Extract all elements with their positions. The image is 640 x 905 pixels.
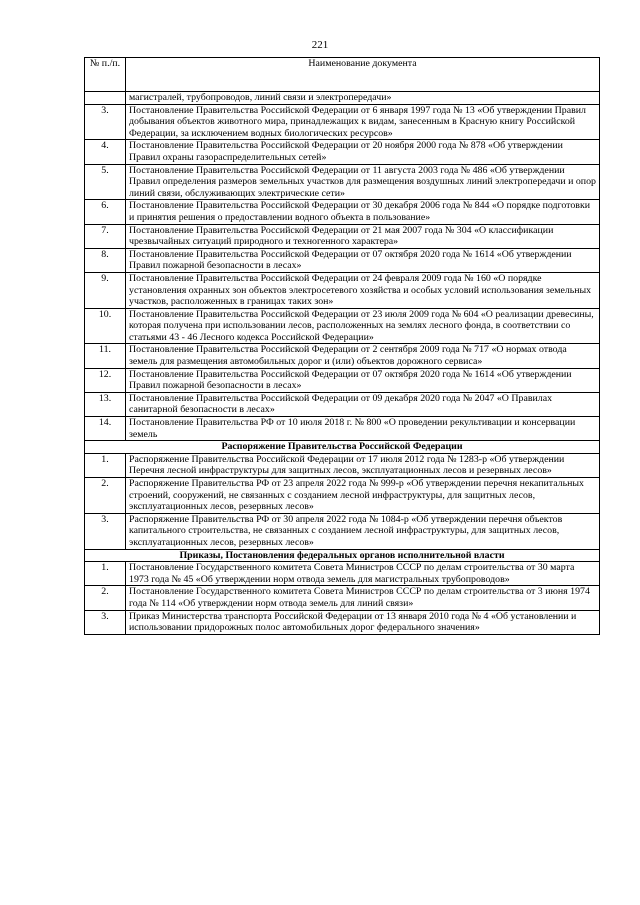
page-number: 221 — [311, 39, 329, 51]
row-text: Постановление Правительства Российской Федерации от 21 мая 2007 года № 304 «О классификации чрезвычайных ситуаций природного и техногенного характера» — [126, 224, 600, 248]
row-number: 8. — [85, 248, 126, 272]
table-row — [85, 344, 600, 368]
row-number: 10. — [85, 308, 126, 344]
row-text: Постановление Правительства Российской Федерации от 6 января 1997 года № 13 «Об утверждении Правил добывания объектов животного мира, принадлежащих к видам, занесенным в Красную книгу Российской Федерации, за исключением водных биологических ресурсов» — [126, 104, 600, 140]
section-title: Распоряжение Правительства Российской Федерации — [85, 441, 600, 454]
row-number: 12. — [85, 368, 126, 392]
row-text: Постановление Государственного комитета Совета Министров СССР по делам строительства от 30 марта 1973 года № 45 «Об утверждении норм отвода земель для магистральных трубопроводов» — [126, 562, 600, 586]
table-row — [85, 140, 600, 164]
row-text: Приказ Министерства транспорта Российской Федерации от 13 января 2010 года № 4 «Об установлении и использовании придорожных полос автомобильных дорог федерального значения» — [126, 610, 600, 634]
row-text: Постановление Правительства Российской Федерации от 07 октября 2020 года № 1614 «Об утверждении Правил пожарной безопасности в лесах» — [126, 368, 600, 392]
row-text: Распоряжение Правительства РФ от 23 апреля 2022 года № 999-р «Об утверждении перечня некапитальных строений, сооружений, не связанных с созданием лесной инфраструктуры, для защитных лесов, эксплуатационных лесов, резервных лесов» — [126, 478, 600, 514]
row-text: Распоряжение Правительства Российской Федерации от 17 июля 2012 года № 1283-р «Об утверждении Перечня лесной инфраструктуры для защитных лесов, эксплуатационных лесов и резервных лесов» — [126, 453, 600, 477]
row-text: Постановление Правительства Российской Федерации от 11 августа 2003 года № 486 «Об утверждении Правил определения размеров земельных участков для размещения воздушных линий электропередачи и опор линий связи, обслуживающих электрические сети» — [126, 164, 600, 200]
table-row — [85, 586, 600, 610]
row-number: 9. — [85, 272, 126, 308]
table-row — [85, 392, 600, 416]
row-number: 6. — [85, 200, 126, 224]
table-row — [85, 308, 600, 344]
table-row — [85, 248, 600, 272]
table-row — [85, 453, 600, 477]
section-header-row — [85, 549, 600, 562]
section-header-row — [85, 441, 600, 454]
documents-table — [84, 57, 600, 635]
row-text: Постановление Правительства Российской Федерации от 20 ноября 2000 года № 878 «Об утверждении Правил охраны газораспределительных сетей» — [126, 140, 600, 164]
row-number: 1. — [85, 562, 126, 586]
row-text: Постановление Правительства Российской Федерации от 24 февраля 2009 года № 160 «О порядке установления охранных зон объектов электросетевого хозяйства и особых условий использования земельных участков, расположенных в границах таких зон» — [126, 272, 600, 308]
row-number: 2. — [85, 478, 126, 514]
row-number: 11. — [85, 344, 126, 368]
table-body — [85, 92, 600, 635]
continuation-row — [85, 92, 600, 105]
row-text: Постановление Правительства РФ от 10 июля 2018 г. № 800 «О проведении рекультивации и консервации земель — [126, 417, 600, 441]
row-text: Постановление Правительства Российской Федерации от 07 октября 2020 года № 1614 «Об утверждении Правил пожарной безопасности в лесах» — [126, 248, 600, 272]
row-number: 3. — [85, 104, 126, 140]
table-row — [85, 272, 600, 308]
section-title: Приказы, Постановления федеральных органов исполнительной власти — [85, 549, 600, 562]
table-row — [85, 417, 600, 441]
row-number: 3. — [85, 610, 126, 634]
table-row — [85, 513, 600, 549]
row-number: 14. — [85, 417, 126, 441]
header-document-title: Наименование документа — [126, 58, 600, 92]
row-text: магистралей, трубопроводов, линий связи и электропередачи» — [126, 92, 600, 105]
table-row — [85, 610, 600, 634]
table-row — [85, 104, 600, 140]
header-number: № п./п. — [85, 58, 126, 92]
row-text: Постановление Правительства Российской Федерации от 2 сентября 2009 года № 717 «О нормах отвода земель для размещения автомобильных дорог и (или) объектов дорожного сервиса» — [126, 344, 600, 368]
table-header-row — [85, 58, 600, 92]
row-number: 13. — [85, 392, 126, 416]
row-text: Постановление Государственного комитета Совета Министров СССР по делам строительства от 3 июня 1974 года № 114 «Об утверждении норм отвода земель для линий связи» — [126, 586, 600, 610]
table-row — [85, 200, 600, 224]
table-row — [85, 478, 600, 514]
table-row — [85, 224, 600, 248]
row-text: Постановление Правительства Российской Федерации от 09 декабря 2020 года № 2047 «О Правилах санитарной безопасности в лесах» — [126, 392, 600, 416]
row-number: 4. — [85, 140, 126, 164]
table-row — [85, 164, 600, 200]
row-number: 3. — [85, 513, 126, 549]
row-number: 7. — [85, 224, 126, 248]
table-row — [85, 562, 600, 586]
row-text: Распоряжение Правительства РФ от 30 апреля 2022 года № 1084-р «Об утверждении перечня объектов капитального строительства, не связанных с созданием лесной инфраструктуры, для защитных лесов, эксплуатационных лесов, резервных лесов» — [126, 513, 600, 549]
row-number: 2. — [85, 586, 126, 610]
table-row — [85, 368, 600, 392]
row-text: Постановление Правительства Российской Федерации от 23 июля 2009 года № 604 «О реализации древесины, которая получена при использовании лесов, расположенных на землях лесного фонда, в соответствии со статьями 43 - 46 Лесного кодекса Российской Федерации» — [126, 308, 600, 344]
row-number — [85, 92, 126, 105]
row-number: 1. — [85, 453, 126, 477]
row-number: 5. — [85, 164, 126, 200]
row-text: Постановление Правительства Российской Федерации от 30 декабря 2006 года № 844 «О порядке подготовки и принятия решения о предоставлении водного объекта в пользование» — [126, 200, 600, 224]
